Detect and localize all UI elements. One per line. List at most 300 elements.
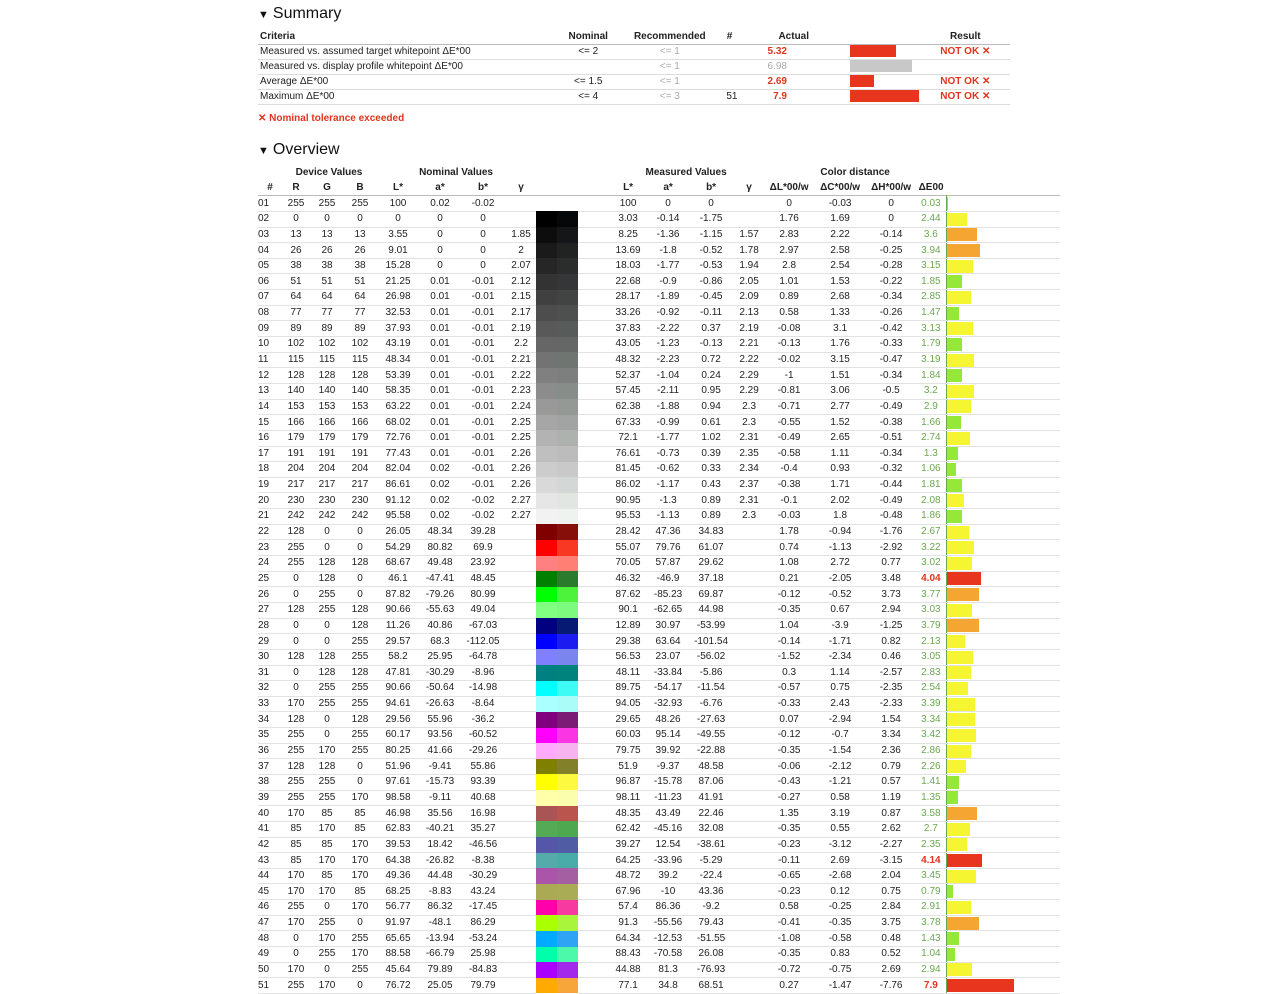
patch-number: 20 — [258, 493, 282, 509]
nominal-l: 9.01 — [376, 243, 420, 259]
device-b: 13 — [344, 227, 376, 243]
criteria-cell: Maximum ΔE*00 — [258, 90, 556, 105]
delta-e: 3.79 — [916, 618, 946, 634]
measured-l: 88.43 — [608, 947, 648, 963]
device-r: 179 — [282, 430, 310, 446]
delta-e-bar-cell — [946, 227, 1060, 243]
delta-h: 0.87 — [866, 806, 916, 822]
device-b: 217 — [344, 477, 376, 493]
measured-l: 81.45 — [608, 462, 648, 478]
measured-l: 79.75 — [608, 743, 648, 759]
device-b: 170 — [344, 868, 376, 884]
nominal-l: 100 — [376, 196, 420, 212]
delta-e-bar-cell — [946, 962, 1060, 978]
measured-l: 86.02 — [608, 477, 648, 493]
delta-h: -0.22 — [866, 274, 916, 290]
delta-e-bar-cell — [946, 681, 1060, 697]
delta-c: 2.22 — [814, 227, 866, 243]
measured-l: 100 — [608, 196, 648, 212]
criteria-cell: Measured vs. display profile whitepoint ΔE*00 — [258, 60, 556, 75]
nominal-swatch — [536, 399, 557, 415]
nominal-b: 0 — [460, 211, 506, 227]
device-r: 204 — [282, 462, 310, 478]
device-b: 140 — [344, 383, 376, 399]
delta-c: 2.77 — [814, 399, 866, 415]
measured-gamma — [734, 900, 764, 916]
swatch-gap — [578, 587, 608, 603]
delta-l: -0.23 — [764, 837, 814, 853]
delta-l: -0.08 — [764, 321, 814, 337]
nominal-swatch — [536, 618, 557, 634]
measured-b: 0.33 — [688, 462, 734, 478]
nominal-gamma — [506, 540, 536, 556]
swatch-gap — [578, 915, 608, 931]
nominal-gamma: 2.27 — [506, 509, 536, 525]
delta-e-bar — [947, 463, 956, 476]
nominal-gamma — [506, 556, 536, 572]
nominal-gamma: 2.24 — [506, 399, 536, 415]
measured-swatch — [557, 258, 578, 274]
measured-a: -11.23 — [648, 790, 688, 806]
device-g: 255 — [310, 196, 344, 212]
delta-e: 7.9 — [916, 978, 946, 994]
delta-e-bar-cell — [946, 634, 1060, 650]
patch-number: 13 — [258, 383, 282, 399]
delta-e-bar — [947, 307, 959, 320]
patch-number: 27 — [258, 602, 282, 618]
delta-h: -0.34 — [866, 446, 916, 462]
delta-c: 2.02 — [814, 493, 866, 509]
device-g: 255 — [310, 774, 344, 790]
measured-a: -1.89 — [648, 290, 688, 306]
nominal-b: 48.45 — [460, 571, 506, 587]
device-b: 153 — [344, 399, 376, 415]
device-b: 255 — [344, 649, 376, 665]
swatch-gap — [578, 274, 608, 290]
delta-e-bar — [947, 917, 979, 930]
measured-b: 0.89 — [688, 509, 734, 525]
delta-h: 0.75 — [866, 884, 916, 900]
nominal-l: 47.81 — [376, 665, 420, 681]
delta-e-bar — [947, 526, 970, 539]
device-g: 0 — [310, 900, 344, 916]
delta-e-bar-cell — [946, 383, 1060, 399]
delta-h: 2.62 — [866, 821, 916, 837]
measured-a: -1.17 — [648, 477, 688, 493]
delta-e: 3.42 — [916, 728, 946, 744]
patch-number: 22 — [258, 524, 282, 540]
measured-b: 41.91 — [688, 790, 734, 806]
device-b: 230 — [344, 493, 376, 509]
device-r: 230 — [282, 493, 310, 509]
nominal-a: 48.34 — [420, 524, 460, 540]
patch-number: 11 — [258, 352, 282, 368]
color-patch-row — [258, 806, 1060, 822]
nominal-swatch — [536, 415, 557, 431]
nominal-l: 3.55 — [376, 227, 420, 243]
summary-row — [258, 75, 1010, 90]
delta-l: 0.58 — [764, 305, 814, 321]
delta-l: -0.38 — [764, 477, 814, 493]
nominal-b: 23.92 — [460, 556, 506, 572]
delta-e: 3.58 — [916, 806, 946, 822]
measured-a: -1.04 — [648, 368, 688, 384]
device-g: 0 — [310, 211, 344, 227]
device-g: 51 — [310, 274, 344, 290]
recommended-cell: <= 1 — [620, 60, 720, 75]
measured-l: 62.38 — [608, 399, 648, 415]
measured-gamma — [734, 571, 764, 587]
delta-l: 0.74 — [764, 540, 814, 556]
measured-gamma — [734, 618, 764, 634]
measured-swatch — [557, 462, 578, 478]
delta-h: 1.19 — [866, 790, 916, 806]
measured-gamma — [734, 759, 764, 775]
delta-e-bar — [947, 698, 976, 711]
actual-value: 5.32 — [739, 45, 789, 60]
device-r: 128 — [282, 524, 310, 540]
delta-e-bar-cell — [946, 368, 1060, 384]
device-g: 230 — [310, 493, 344, 509]
nominal-swatch — [536, 571, 557, 587]
swatch-gap — [578, 243, 608, 259]
nominal-gamma — [506, 524, 536, 540]
delta-e-bar-cell — [946, 884, 1060, 900]
device-r: 85 — [282, 853, 310, 869]
patch-number: 39 — [258, 790, 282, 806]
nominal-a: 0.01 — [420, 321, 460, 337]
swatch-gap — [578, 383, 608, 399]
measured-l: 52.37 — [608, 368, 648, 384]
nominal-a: -48.1 — [420, 915, 460, 931]
delta-c: 0.58 — [814, 790, 866, 806]
delta-c: 1.8 — [814, 509, 866, 525]
measured-l: 67.96 — [608, 884, 648, 900]
delta-e-bar-cell — [946, 915, 1060, 931]
delta-l: -0.1 — [764, 493, 814, 509]
device-r: 170 — [282, 696, 310, 712]
nominal-a: 79.89 — [420, 962, 460, 978]
measured-swatch — [557, 274, 578, 290]
summary-title: Summary — [273, 5, 341, 22]
patch-number: 48 — [258, 931, 282, 947]
nominal-swatch — [536, 305, 557, 321]
measured-swatch — [557, 696, 578, 712]
nominal-gamma — [506, 196, 536, 212]
nominal-l: 49.36 — [376, 868, 420, 884]
swatch-gap — [578, 337, 608, 353]
patch-number: 31 — [258, 665, 282, 681]
device-g: 170 — [310, 743, 344, 759]
delta-e-bar-cell — [946, 649, 1060, 665]
delta-c: 1.76 — [814, 337, 866, 353]
delta-e-bar — [947, 479, 962, 492]
delta-e-bar — [947, 666, 971, 679]
device-b: 170 — [344, 790, 376, 806]
delta-e-bar — [947, 322, 974, 335]
color-patch-row — [258, 759, 1060, 775]
nominal-swatch — [536, 430, 557, 446]
device-g: 170 — [310, 978, 344, 994]
device-b: 51 — [344, 274, 376, 290]
device-g: 85 — [310, 868, 344, 884]
delta-e-bar-cell — [946, 743, 1060, 759]
device-b: 170 — [344, 853, 376, 869]
nominal-a: 0.01 — [420, 399, 460, 415]
delta-e-bar-cell — [946, 352, 1060, 368]
delta-c: 1.71 — [814, 477, 866, 493]
device-r: 153 — [282, 399, 310, 415]
measured-gamma — [734, 665, 764, 681]
nominal-a: 35.56 — [420, 806, 460, 822]
nominal-gamma: 2.15 — [506, 290, 536, 306]
delta-e: 3.34 — [916, 712, 946, 728]
measured-gamma — [734, 196, 764, 212]
delta-e-bar-cell — [946, 243, 1060, 259]
nominal-l: 60.17 — [376, 728, 420, 744]
nominal-gamma: 2.12 — [506, 274, 536, 290]
delta-e: 2.44 — [916, 211, 946, 227]
delta-c: 2.43 — [814, 696, 866, 712]
device-g: 0 — [310, 962, 344, 978]
patch-number: 06 — [258, 274, 282, 290]
nominal-b: -0.01 — [460, 290, 506, 306]
color-patch-row — [258, 290, 1060, 306]
measured-b: -0.11 — [688, 305, 734, 321]
measured-a: 48.26 — [648, 712, 688, 728]
swatch-gap — [578, 837, 608, 853]
device-r: 255 — [282, 774, 310, 790]
measured-b: 0.37 — [688, 321, 734, 337]
summary-section-toggle[interactable] — [258, 4, 341, 25]
nominal-b: 49.04 — [460, 602, 506, 618]
measured-gamma — [734, 978, 764, 994]
actual-spacer — [789, 75, 848, 90]
delta-e-bar — [947, 244, 980, 257]
delta-l: -0.71 — [764, 399, 814, 415]
color-patch-row — [258, 618, 1060, 634]
delta-e-bar-cell — [946, 430, 1060, 446]
nominal-a: -26.82 — [420, 853, 460, 869]
measured-gamma — [734, 853, 764, 869]
delta-h: -2.35 — [866, 681, 916, 697]
color-patch-row — [258, 556, 1060, 572]
delta-h: 0 — [866, 196, 916, 212]
device-g: 242 — [310, 509, 344, 525]
patch-number: 17 — [258, 446, 282, 462]
measured-a: -55.56 — [648, 915, 688, 931]
patch-number: 05 — [258, 258, 282, 274]
measured-l: 87.62 — [608, 587, 648, 603]
nominal-swatch — [536, 368, 557, 384]
measured-gamma: 2.29 — [734, 368, 764, 384]
measured-b: 79.43 — [688, 915, 734, 931]
device-b: 179 — [344, 430, 376, 446]
device-r: 191 — [282, 446, 310, 462]
nominal-gamma: 2.19 — [506, 321, 536, 337]
measured-swatch — [557, 884, 578, 900]
nominal-swatch — [536, 806, 557, 822]
nominal-gamma — [506, 915, 536, 931]
measured-gamma — [734, 524, 764, 540]
delta-e-bar-cell — [946, 211, 1060, 227]
measured-a: -85.23 — [648, 587, 688, 603]
delta-c: 2.65 — [814, 430, 866, 446]
device-r: 0 — [282, 618, 310, 634]
delta-e: 4.14 — [916, 853, 946, 869]
nominal-swatch — [536, 196, 557, 212]
measured-swatch — [557, 759, 578, 775]
measured-gamma — [734, 712, 764, 728]
color-patch-row — [258, 587, 1060, 603]
nominal-b: -0.01 — [460, 383, 506, 399]
delta-e-bar — [947, 729, 976, 742]
measured-a: 30.97 — [648, 618, 688, 634]
swatch-gap — [578, 509, 608, 525]
delta-e: 0.79 — [916, 884, 946, 900]
color-patch-row — [258, 571, 1060, 587]
patch-number: 03 — [258, 227, 282, 243]
measured-gamma: 2.09 — [734, 290, 764, 306]
nominal-swatch — [536, 274, 557, 290]
delta-e-bar — [947, 807, 977, 820]
delta-e-bar-cell — [946, 446, 1060, 462]
nominal-swatch — [536, 211, 557, 227]
delta-c: -2.05 — [814, 571, 866, 587]
measured-a: -54.17 — [648, 681, 688, 697]
nominal-swatch — [536, 321, 557, 337]
criteria-cell: Measured vs. assumed target whitepoint ΔE*00 — [258, 45, 556, 60]
nominal-b: -14.98 — [460, 681, 506, 697]
measured-a: -46.9 — [648, 571, 688, 587]
measured-gamma — [734, 602, 764, 618]
color-patch-row — [258, 227, 1060, 243]
measured-a: -1.36 — [648, 227, 688, 243]
delta-c: -0.35 — [814, 915, 866, 931]
color-patch-row — [258, 211, 1060, 227]
nominal-gamma: 2 — [506, 243, 536, 259]
measured-swatch — [557, 211, 578, 227]
nominal-b: -29.26 — [460, 743, 506, 759]
result-cell: NOT OK ✕ — [921, 45, 1010, 60]
delta-l: 0 — [764, 196, 814, 212]
device-b: 115 — [344, 352, 376, 368]
delta-e-bar-cell — [946, 618, 1060, 634]
delta-e-bar — [947, 260, 974, 273]
swatch-gap — [578, 258, 608, 274]
actual-spacer — [789, 45, 848, 60]
delta-h: -0.5 — [866, 383, 916, 399]
nominal-l: 0 — [376, 211, 420, 227]
delta-c: 2.69 — [814, 853, 866, 869]
patch-number: 35 — [258, 728, 282, 744]
delta-e-bar — [947, 854, 982, 867]
device-b: 170 — [344, 837, 376, 853]
nominal-l: 90.66 — [376, 602, 420, 618]
swatch-gap — [578, 821, 608, 837]
measured-swatch — [557, 649, 578, 665]
measured-swatch — [557, 962, 578, 978]
overview-section-toggle[interactable] — [258, 140, 340, 161]
nominal-gamma: 2.21 — [506, 352, 536, 368]
nominal-gamma: 2.26 — [506, 477, 536, 493]
delta-l: -0.35 — [764, 821, 814, 837]
nominal-b: 25.98 — [460, 947, 506, 963]
measured-a: 57.87 — [648, 556, 688, 572]
delta-e: 2.35 — [916, 837, 946, 853]
nominal-a: -40.21 — [420, 821, 460, 837]
delta-c: -0.52 — [814, 587, 866, 603]
delta-c: 3.06 — [814, 383, 866, 399]
nominal-b: 39.28 — [460, 524, 506, 540]
delta-l: -1 — [764, 368, 814, 384]
nominal-swatch — [536, 868, 557, 884]
nominal-swatch — [536, 290, 557, 306]
device-r: 51 — [282, 274, 310, 290]
delta-e: 3.2 — [916, 383, 946, 399]
nominal-swatch — [536, 665, 557, 681]
measured-gamma — [734, 837, 764, 853]
device-b: 0 — [344, 774, 376, 790]
count-cell — [720, 60, 740, 75]
nominal-b: -0.02 — [460, 493, 506, 509]
swatch-gap — [578, 305, 608, 321]
delta-l: -0.12 — [764, 587, 814, 603]
delta-e: 3.03 — [916, 602, 946, 618]
swatch-gap — [578, 430, 608, 446]
delta-e: 1.86 — [916, 509, 946, 525]
measured-l: 89.75 — [608, 681, 648, 697]
measured-l: 33.26 — [608, 305, 648, 321]
delta-h: -0.34 — [866, 290, 916, 306]
measured-gamma — [734, 821, 764, 837]
patch-number: 30 — [258, 649, 282, 665]
nominal-gamma: 2.26 — [506, 462, 536, 478]
patch-number: 42 — [258, 837, 282, 853]
measured-gamma — [734, 681, 764, 697]
patch-number: 12 — [258, 368, 282, 384]
row-number-header: # — [258, 181, 282, 196]
device-r: 26 — [282, 243, 310, 259]
result-header: Result — [921, 30, 1010, 45]
delta-l: -0.58 — [764, 446, 814, 462]
delta-e-bar — [947, 963, 972, 976]
device-b: 128 — [344, 602, 376, 618]
overview-table — [258, 166, 1060, 994]
nominal-swatch — [536, 258, 557, 274]
nominal-gamma: 2.17 — [506, 305, 536, 321]
delta-e-bar-cell — [946, 602, 1060, 618]
nominal-b: -8.38 — [460, 853, 506, 869]
delta-e: 3.22 — [916, 540, 946, 556]
nominal-gamma — [506, 774, 536, 790]
measured-swatch — [557, 540, 578, 556]
nominal-a: 0 — [420, 243, 460, 259]
measured-swatch — [557, 806, 578, 822]
swatch-gap — [578, 962, 608, 978]
delta-e: 2.94 — [916, 962, 946, 978]
device-b: 128 — [344, 712, 376, 728]
nominal-a: 0.02 — [420, 493, 460, 509]
device-r: 85 — [282, 821, 310, 837]
patch-number: 36 — [258, 743, 282, 759]
delta-e: 3.13 — [916, 321, 946, 337]
measured-l: 64.25 — [608, 853, 648, 869]
nominal-a: 0.01 — [420, 274, 460, 290]
nominal-gamma — [506, 743, 536, 759]
measured-a: 79.76 — [648, 540, 688, 556]
delta-c: 1.69 — [814, 211, 866, 227]
